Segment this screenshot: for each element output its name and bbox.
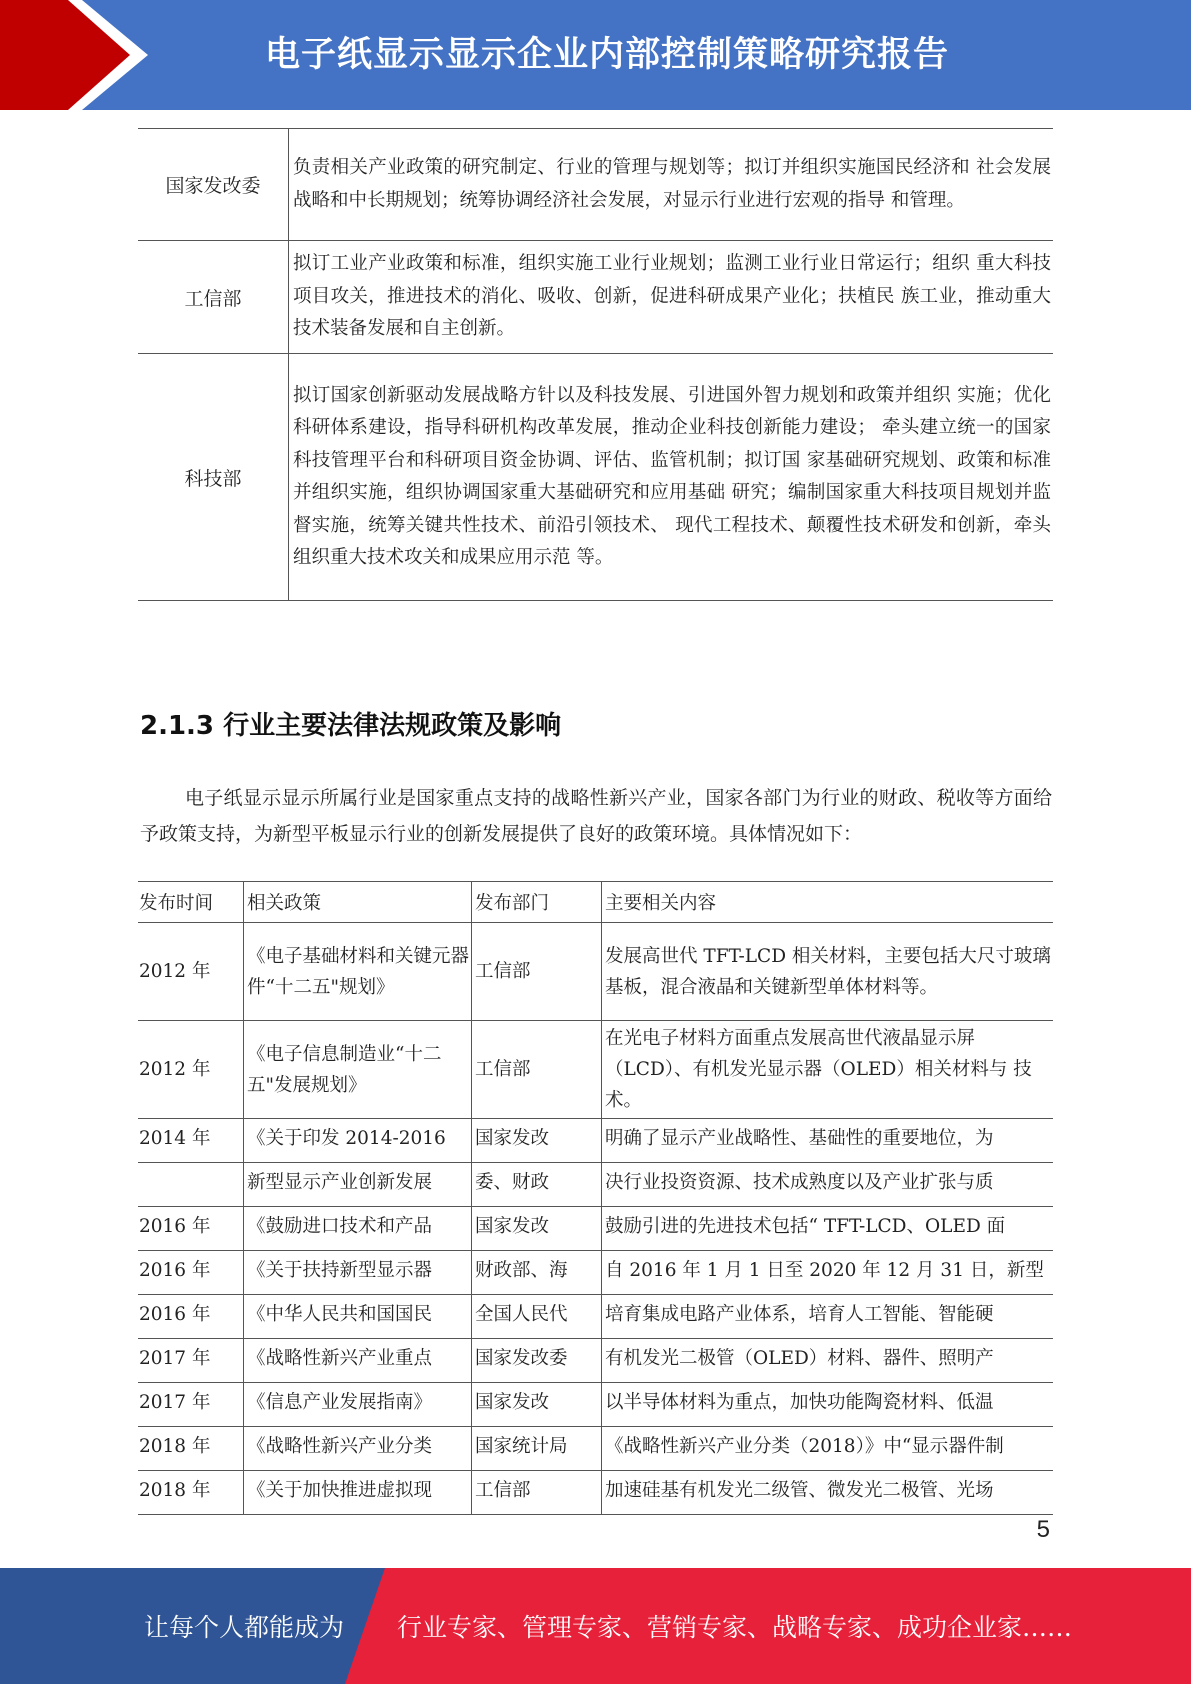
cell-dept: 国家发改 [475, 1392, 550, 1413]
cell-policy: 《鼓励进口技术和产品 [247, 1216, 433, 1237]
cell-policy: 《电子基础材料和关键元器件“十二五"规划》 [244, 923, 472, 1021]
section-intro-paragraph: 电子纸显示显示所属行业是国家重点支持的战略性新兴产业，国家各部门为行业的财政、税收等方面给予政策支持，为新型平板显示行业的创新发展提供了良好的政策环境。具体情况如下： [140, 787, 1052, 845]
table-row [138, 129, 1053, 241]
cell-year: 2018 年 [139, 1480, 211, 1501]
cell-policy: 《关于印发 2014-2016 [247, 1128, 446, 1149]
cell-dept: 国家发改委 [475, 1348, 568, 1369]
cell-policy: 《战略性新兴产业重点 [247, 1348, 433, 1369]
table-row [138, 1119, 1053, 1163]
cell-content: 在光电子材料方面重点发展高世代液晶显示屏（LCD）、有机发光显示器（OLED）相关材料与 技术。 [602, 1021, 1054, 1119]
table-row [138, 923, 1053, 1021]
cell-year: 2016 年 [139, 1216, 211, 1237]
cell-year: 2016 年 [139, 1260, 211, 1281]
cell-dept: 工信部 [475, 1480, 531, 1501]
agency-name: 国家发改委 [138, 129, 289, 241]
cell-dept: 国家统计局 [475, 1436, 568, 1457]
cell-dept: 国家发改 [475, 1128, 550, 1149]
agency-duties: 负责相关产业政策的研究制定、行业的管理与规划等；拟订并组织实施国民经济和 社会发展战略和中长期规划；统筹协调经济社会发展，对显示行业进行宏观的指导 和管理。 [293, 157, 1051, 211]
column-header: 相关政策 [244, 882, 472, 923]
cell-dept: 全国人民代 [475, 1304, 568, 1325]
table-row [138, 1339, 1053, 1383]
page-number: 5 [1036, 1516, 1050, 1543]
table-row [138, 1021, 1053, 1119]
cell-content: 发展高世代 TFT-LCD 相关材料，主要包括大尺寸玻璃基板，混合液晶和关键新型单体材料等。 [602, 923, 1054, 1021]
table-row [138, 1427, 1053, 1471]
agency-name: 科技部 [138, 354, 289, 601]
column-header: 发布部门 [472, 882, 602, 923]
cell-year: 2018 年 [139, 1436, 211, 1457]
cell-policy: 《关于加快推进虚拟现 [247, 1480, 433, 1501]
table-row [138, 1295, 1053, 1339]
table-row [138, 241, 1053, 354]
column-header: 发布时间 [138, 882, 244, 923]
section-heading: 2.1.3 行业主要法律法规政策及影响 [140, 711, 562, 741]
cell-dept: 财政部、海 [475, 1260, 568, 1281]
cell-content: 有机发光二极管（OLED）材料、器件、照明产 [605, 1348, 994, 1369]
page-footer [0, 1568, 1191, 1684]
cell-policy: 《电子信息制造业“十二五"发展规划》 [244, 1021, 472, 1119]
report-title: 电子纸显示显示企业内部控制策略研究报告 [265, 35, 950, 75]
cell-content: 加速硅基有机发光二级管、微发光二极管、光场 [605, 1480, 994, 1501]
footer-slogan-right: 行业专家、管理专家、营销专家、战略专家、成功企业家…… [397, 1613, 1073, 1642]
table-header-row [138, 882, 1053, 923]
agency-name: 工信部 [138, 241, 289, 354]
cell-content: 培育集成电路产业体系，培育人工智能、智能硬 [605, 1304, 994, 1325]
cell-dept: 工信部 [472, 923, 602, 1021]
cell-year: 2017 年 [139, 1392, 211, 1413]
agency-duties-table [138, 128, 1053, 601]
cell-year [139, 1167, 243, 1200]
agency-duties: 拟订工业产业政策和标准，组织实施工业行业规划；监测工业行业日常运行；组织 重大科技项目攻关，推进技术的消化、吸收、创新，促进科研成果产业化；扶植民 族工业，推动重大技术装备发展和自主创新。 [293, 253, 1051, 340]
table-row [138, 1163, 1053, 1207]
table-row [138, 354, 1053, 601]
page-header [0, 0, 1191, 110]
cell-dept: 委、财政 [475, 1172, 550, 1193]
table-row [138, 1383, 1053, 1427]
cell-year: 2012 年 [138, 1021, 244, 1119]
cell-content: 《战略性新兴产业分类（2018）》中“显示器件制 [605, 1436, 1004, 1457]
footer-slogan-left: 让每个人都能成为 [144, 1613, 345, 1642]
cell-content: 决行业投资资源、技术成熟度以及产业扩张与质 [605, 1172, 994, 1193]
cell-policy: 《战略性新兴产业分类 [247, 1436, 433, 1457]
column-header: 主要相关内容 [602, 882, 1054, 923]
cell-content: 自 2016 年 1 月 1 日至 2020 年 12 月 31 日，新型 [605, 1260, 1044, 1281]
cell-content: 以半导体材料为重点，加快功能陶瓷材料、低温 [605, 1392, 994, 1413]
cell-content: 鼓励引进的先进技术包括“ TFT-LCD、OLED 面 [605, 1216, 1006, 1237]
table-row [138, 1251, 1053, 1295]
table-row [138, 1207, 1053, 1251]
cell-dept: 国家发改 [475, 1216, 550, 1237]
policy-table [138, 881, 1053, 1515]
cell-year: 2012 年 [138, 923, 244, 1021]
cell-year: 2017 年 [139, 1348, 211, 1369]
cell-year: 2016 年 [139, 1304, 211, 1325]
cell-year: 2014 年 [139, 1128, 211, 1149]
cell-policy: 新型显示产业创新发展 [247, 1172, 433, 1193]
cell-policy: 《中华人民共和国国民 [247, 1304, 433, 1325]
cell-content: 明确了显示产业战略性、基础性的重要地位，为 [605, 1128, 994, 1149]
table-row [138, 1471, 1053, 1515]
cell-policy: 《信息产业发展指南》 [247, 1392, 433, 1413]
cell-policy: 《关于扶持新型显示器 [247, 1260, 433, 1281]
agency-duties: 拟订国家创新驱动发展战略方针以及科技发展、引进国外智力规划和政策并组织 实施；优化科研体系建设，指导科研机构改革发展，推动企业科技创新能力建设； 牵头建立统一的国家科技管理平台和科研项目资金协调、评估、监管机制；拟订国 家基础研究规划、政策和标准并组织实施，组织协调国家重大基础研究和应用基础 研究；编制国家重大科技项目规划并监督实施，统筹关键共性技术、前沿引领技术、 现代工程技术、颠覆性技术研发和创新，牵头组织重大技术攻关和成果应用示范 等。 [293, 384, 1051, 568]
cell-dept: 工信部 [472, 1021, 602, 1119]
